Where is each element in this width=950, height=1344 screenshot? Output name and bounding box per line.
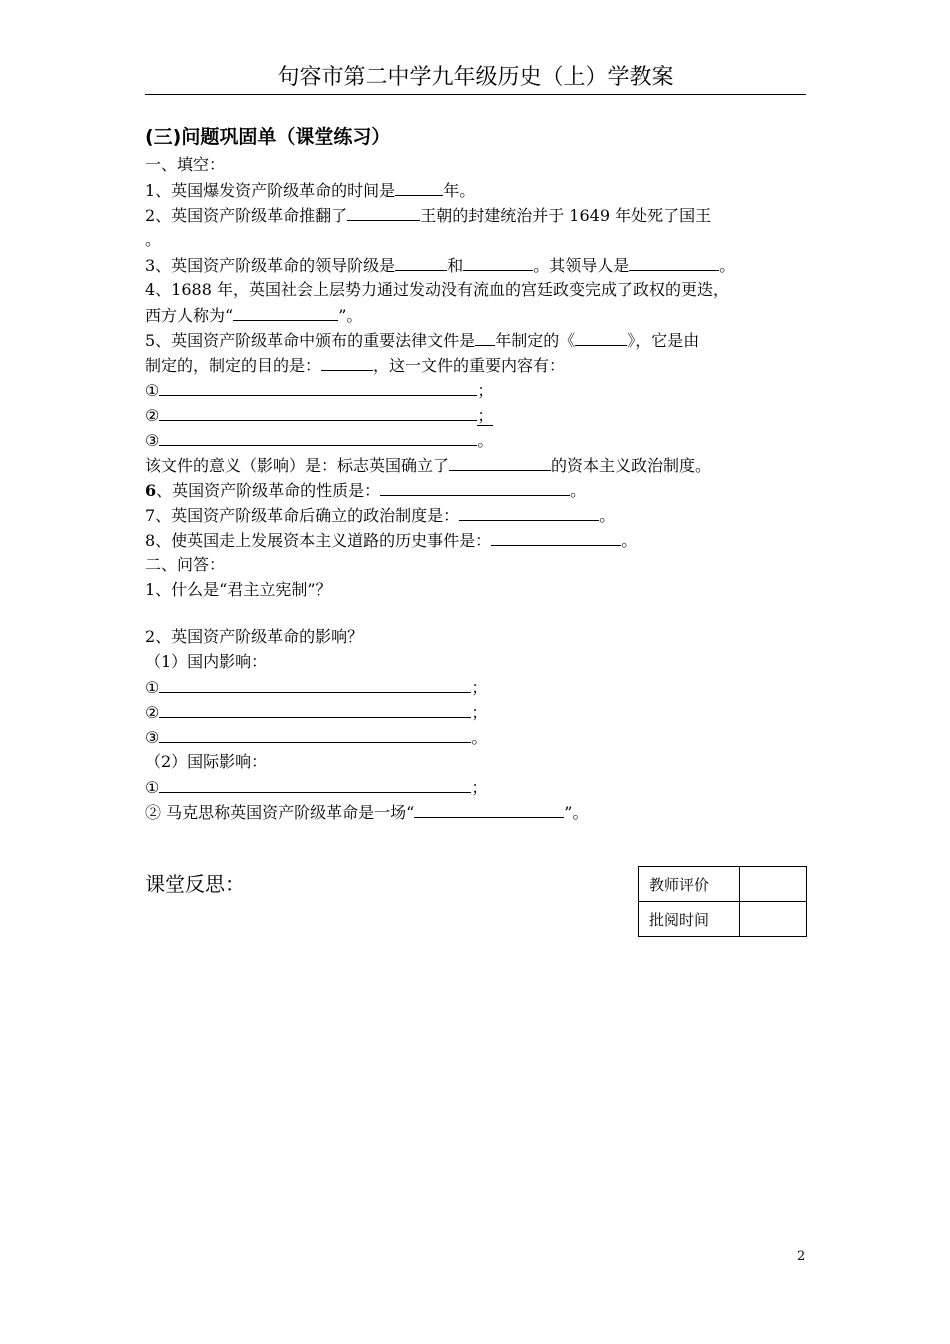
answer-blank[interactable] xyxy=(395,177,443,196)
question-2-continuation: 。 xyxy=(145,230,162,249)
question-5-meaning: 该文件的意义（影响）是：标志英国确立了 的资本主义政治制度。 xyxy=(145,452,810,477)
qa-question-1: 1、什么是“君主立宪制”？ xyxy=(145,580,332,599)
question-5-line2: 制定的，制定的目的是： ，这一文件的重要内容有： xyxy=(145,352,810,377)
answer-blank[interactable] xyxy=(159,699,471,718)
answer-blank[interactable] xyxy=(159,427,477,446)
question-5: 5、英国资产阶级革命中颁布的重要法律文件是 年制定的《 》，它是由 xyxy=(145,327,810,352)
content-item: ② ； xyxy=(145,402,810,427)
answer-space[interactable] xyxy=(145,602,810,624)
question-4: 4、1688 年，英国社会上层势力通过发动没有流血的宫廷政变完成了政权的更迭， xyxy=(145,280,729,299)
qa-heading: 二、问答： xyxy=(145,555,226,574)
answer-blank[interactable] xyxy=(449,452,551,471)
section-title: (三)问题巩固单（课堂练习） xyxy=(145,126,391,148)
qa-question-2: 2、英国资产阶级革命的影响？ xyxy=(145,627,364,646)
teacher-eval-cell[interactable] xyxy=(740,867,807,902)
answer-blank[interactable] xyxy=(233,302,338,321)
worksheet-content xyxy=(145,122,810,824)
question-1: 1、英国爆发资产阶级革命的时间是 年。 xyxy=(145,177,810,202)
answer-blank[interactable] xyxy=(459,502,599,521)
content-item: ① ； xyxy=(145,377,810,402)
answer-blank[interactable] xyxy=(629,252,719,271)
answer-blank[interactable] xyxy=(321,352,373,371)
answer-blank[interactable] xyxy=(475,327,495,346)
domestic-impact-heading: （1）国内影响： xyxy=(145,652,268,671)
review-time-cell[interactable] xyxy=(740,902,807,937)
answer-blank[interactable] xyxy=(347,202,420,221)
domestic-impact-item: ① ； xyxy=(145,674,810,699)
question-4-line2: 西方人称为“ ”。 xyxy=(145,302,810,327)
answer-blank[interactable] xyxy=(491,527,621,546)
domestic-impact-item: ③ 。 xyxy=(145,724,810,749)
international-impact-marx: ② 马克思称英国资产阶级革命是一场“ ”。 xyxy=(145,799,810,824)
answer-blank[interactable] xyxy=(395,252,447,271)
evaluation-table xyxy=(638,866,807,937)
class-reflection-label: 课堂反思： xyxy=(145,872,245,896)
domestic-impact-item: ② ； xyxy=(145,699,810,724)
answer-blank[interactable] xyxy=(159,377,477,396)
page-header: 句容市第二中学九年级历史（上）学教案 xyxy=(145,62,806,95)
question-2: 2、英国资产阶级革命推翻了 王朝的封建统治并于 1649 年处死了国王 xyxy=(145,202,810,227)
page-number: 2 xyxy=(797,1249,806,1264)
answer-blank[interactable] xyxy=(159,774,471,793)
international-impact-heading: （2）国际影响： xyxy=(145,752,268,771)
international-impact-item: ① ； xyxy=(145,774,810,799)
answer-blank[interactable] xyxy=(159,402,477,421)
answer-blank[interactable] xyxy=(575,327,627,346)
question-7: 7、英国资产阶级革命后确立的政治制度是： 。 xyxy=(145,502,810,527)
answer-blank[interactable] xyxy=(159,674,471,693)
question-3: 3、英国资产阶级革命的领导阶级是 和 。其领导人是 。 xyxy=(145,252,810,277)
answer-blank[interactable] xyxy=(463,252,533,271)
question-6: 6、英国资产阶级革命的性质是： 。 xyxy=(145,477,810,502)
teacher-eval-label: 教师评价 xyxy=(639,867,740,902)
review-time-label: 批阅时间 xyxy=(639,902,740,937)
answer-blank[interactable] xyxy=(159,724,471,743)
fill-in-heading: 一、填空： xyxy=(145,155,226,174)
answer-blank[interactable] xyxy=(380,477,570,496)
question-8: 8、使英国走上发展资本主义道路的历史事件是： 。 xyxy=(145,527,810,552)
answer-blank[interactable] xyxy=(414,799,564,818)
content-item: ③ 。 xyxy=(145,427,810,452)
